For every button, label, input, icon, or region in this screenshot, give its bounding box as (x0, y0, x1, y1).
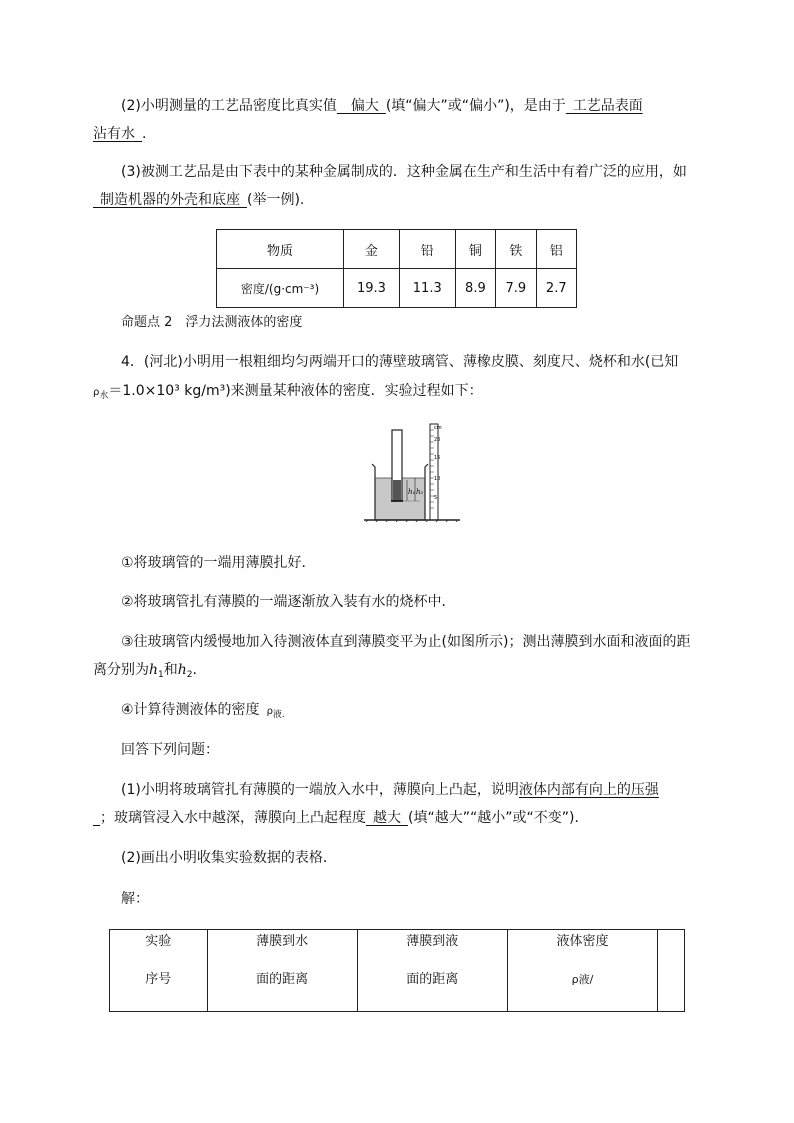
table-header: 铜 (455, 230, 495, 269)
h1-label: h₁ (408, 488, 416, 496)
answer-blank (566, 98, 643, 114)
header-line: 面的距离 (406, 972, 459, 987)
table-header: 铁 (496, 230, 536, 269)
ruler-label: 20 (434, 437, 441, 443)
data-table (109, 929, 685, 1012)
step-3-line2 (93, 660, 693, 685)
sub1-line1 (121, 780, 721, 800)
text: (举一例). (247, 192, 305, 208)
header-line: 面的距离 (256, 972, 309, 987)
text: ＝1.0×10³ kg/m³)来测量某种液体的密度．实验过程如下： (108, 383, 483, 399)
ruler-unit: cm (434, 425, 442, 431)
table-header: 物质 (217, 230, 344, 269)
answer-prompt: 回答下列问题： (121, 742, 219, 758)
table-cell: 密度/(g·cm⁻³) (217, 269, 344, 308)
q3-2-line2 (93, 124, 693, 144)
rho-symbol: ρ (93, 387, 100, 398)
test-liquid (393, 480, 401, 501)
header-line: 序号 (145, 972, 172, 987)
rho-symbol: ρ (266, 706, 273, 717)
table-header (110, 930, 208, 1012)
answer-blank (337, 98, 386, 114)
answer-blank (93, 126, 142, 142)
header-line: ρ液/ (571, 973, 594, 986)
step-2: ②将玻璃管扎有薄膜的一端逐渐放入装有水的烧杯中． (121, 594, 456, 610)
text: 和 (163, 662, 178, 678)
table-cell: 11.3 (399, 269, 455, 308)
table-header: 铅 (399, 230, 455, 269)
solution-label: 解： (121, 891, 149, 907)
answer-text: 沾有水 (93, 126, 135, 142)
table-row (217, 230, 577, 269)
h2-subscript: 2 (186, 670, 193, 680)
text: (填“偏大”或“偏小”)，是由于 (385, 98, 566, 114)
table-row (110, 930, 685, 1012)
q3-2-line1 (121, 96, 721, 116)
metal-density-table (216, 229, 577, 308)
answer-blank (366, 810, 408, 826)
answer-blank (93, 192, 247, 208)
answer-text: 越大 (373, 810, 401, 826)
section-title: 命题点 2 浮力法测液体的密度 (121, 315, 303, 330)
table-header: 铝 (536, 230, 576, 269)
header-line: 液体密度 (556, 934, 609, 949)
text: ④计算待测液体的密度 (121, 702, 260, 718)
text: ；玻璃管浸入水中越深，薄膜向上凸起程度 (100, 810, 366, 826)
experiment-figure (360, 418, 462, 522)
table-cell: 8.9 (455, 269, 495, 308)
h2-label: h₂ (416, 488, 424, 496)
ruler-label: 5 (434, 495, 438, 501)
sub1-line2 (93, 808, 693, 828)
table-header (207, 930, 357, 1012)
table-cell: 2.7 (536, 269, 576, 308)
step-1: ①将玻璃管的一端用薄膜扎好． (121, 555, 316, 571)
table-header (658, 930, 685, 1012)
q4-intro-line2 (93, 381, 693, 406)
ruler-label: 15 (434, 455, 441, 461)
answer-blank (93, 810, 100, 826)
ruler-label: 10 (434, 476, 441, 482)
answer-text: 偏大 (350, 98, 379, 114)
text: (2)小明测量的工艺品密度比真实值 (121, 98, 337, 114)
h1-symbol: h (149, 662, 159, 678)
text: . (192, 662, 197, 678)
table-header: 金 (344, 230, 400, 269)
text: (1)小明将玻璃管扎有薄膜的一端放入水中，薄膜向上凸起，说明 (121, 782, 519, 798)
text: (填“越大”“越小”或“不变”)． (408, 810, 589, 826)
table-header (357, 930, 507, 1012)
step-3-line1: ③往玻璃管内缓慢地加入待测液体直到薄膜变平为止(如图所示)；测出薄膜到水面和液面的距 (121, 634, 691, 650)
table-row (217, 269, 577, 308)
table-cell: 7.9 (496, 269, 536, 308)
q3-3-line1: (3)被测工艺品是由下表中的某种金属制成的．这种金属在生产和生活中有着广泛的应用，如 (121, 164, 687, 180)
text: . (142, 126, 147, 142)
rho-subscript: 液. (272, 710, 285, 720)
header-line: 薄膜到水 (256, 934, 309, 949)
table-header (507, 930, 657, 1012)
sub2: (2)画出小明收集实验数据的表格． (121, 850, 337, 866)
answer-text: 制造机器的外壳和底座 (100, 192, 240, 208)
table-cell: 19.3 (344, 269, 400, 308)
text: 离分别为 (93, 662, 149, 678)
q3-3-line2 (93, 190, 693, 210)
step-4 (121, 700, 721, 725)
h2-symbol: h (177, 662, 187, 678)
q4-intro-line1: 4．(河北)小明用一根粗细均匀两端开口的薄壁玻璃管、薄橡皮膜、刻度尺、烧杯和水(已知 (121, 354, 679, 370)
answer-text: 工艺品表面 (572, 98, 643, 114)
rho-subscript: 水 (99, 391, 109, 401)
answer-text: 液体内部有向上的压强 (518, 782, 659, 798)
header-line: 实验 (145, 934, 172, 949)
h1-subscript: 1 (158, 670, 164, 680)
header-line: 薄膜到液 (406, 934, 459, 949)
answer-blank (519, 782, 659, 798)
